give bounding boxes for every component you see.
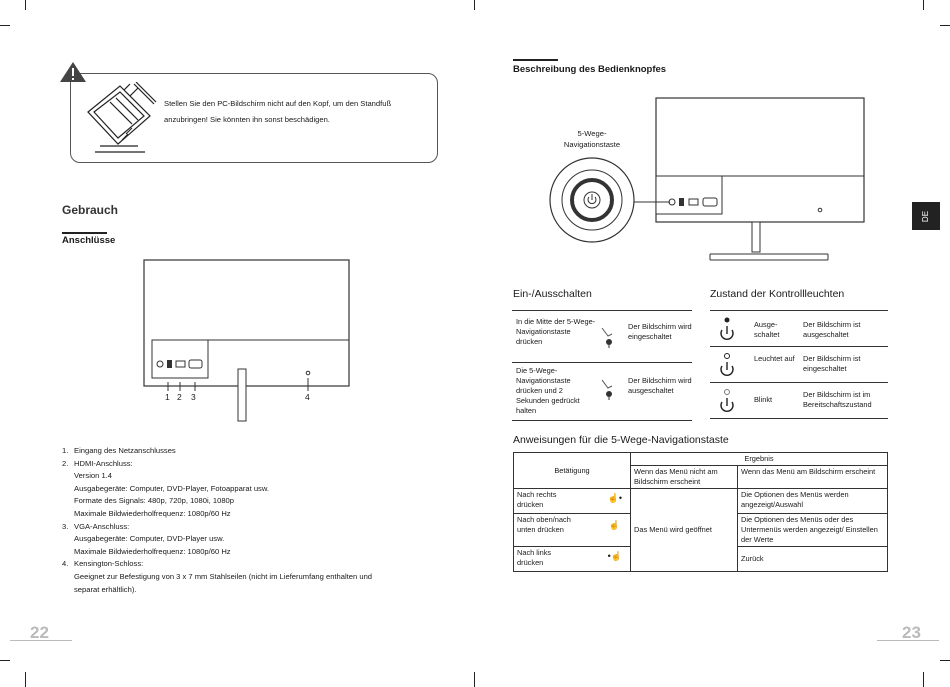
- list-item: 3. VGA-Anschluss:: [62, 521, 130, 531]
- list-detail: Maximale Bildwiederholfrequenz: 1080p/60 Hz: [74, 508, 231, 518]
- list-detail: Ausgabegeräte: Computer, DVD-Player usw.: [74, 534, 225, 544]
- warning-icon: [58, 60, 88, 84]
- subheading: Anschlüsse: [62, 235, 116, 246]
- header-action: Betätigung: [514, 453, 631, 489]
- instructions-title: Anweisungen für die 5-Wege-Navigationstaste: [513, 434, 729, 446]
- crop-mark: [474, 672, 475, 687]
- crop-mark: [923, 0, 924, 10]
- indicator-state: Leuchtet auf: [754, 354, 795, 363]
- onoff-action: In die Mitte der 5-Wege-Navigationstaste drücken: [516, 317, 596, 346]
- power-led-on-icon: [718, 353, 736, 379]
- indicator-state: Ausge-schaltet: [754, 320, 780, 339]
- port-label: 1: [165, 392, 170, 402]
- row-result: Die Optionen des Menüs werden angezeigt/Auswahl: [738, 489, 888, 514]
- onoff-result: Der Bildschirm wird eingeschaltet: [628, 322, 692, 341]
- crop-mark: [25, 0, 26, 10]
- list-item: 2. HDMI-Anschluss:: [62, 458, 133, 468]
- header-menu-on: Wenn das Menü am Bildschirm erscheint: [738, 466, 888, 489]
- control-knob-illustration: [540, 94, 870, 264]
- table-border: [512, 310, 692, 311]
- crop-mark: [923, 672, 924, 687]
- row-action: Nach rechts drücken: [517, 490, 557, 509]
- header-menu-off: Wenn das Menü nicht am Bildschirm erscheint: [631, 466, 738, 489]
- list-detail: Maximale Bildwiederholfrequenz: 1080p/60 Hz: [74, 546, 231, 556]
- indicator-row: [710, 347, 888, 383]
- indicator-meaning: Der Bildschirm ist im Bereitschaftszustand: [803, 390, 872, 409]
- list-detail: Formate des Signals: 480p, 720p, 1080i, 1080p: [74, 496, 235, 506]
- indicator-row: [710, 383, 888, 419]
- press-left-icon: •☝: [607, 551, 622, 561]
- table-border: [512, 420, 692, 421]
- list-detail: Ausgabegeräte: Computer, DVD-Player, Fotoapparat usw.: [74, 483, 270, 493]
- indicator-row: [710, 311, 888, 347]
- page-number: 23: [902, 623, 921, 642]
- crop-mark: [474, 0, 475, 10]
- heading-rule: [513, 59, 558, 61]
- power-led-off-icon: [718, 317, 736, 343]
- crop-mark: [0, 25, 10, 26]
- page-number: 22: [30, 623, 49, 642]
- row-action: Nach links drücken: [517, 548, 552, 567]
- merged-result: Das Menü wird geöffnet: [631, 489, 738, 572]
- knob-label: 5-Wege- Navigationstaste: [563, 129, 621, 149]
- finger-press-icon: [598, 324, 618, 350]
- indicator-title: Zustand der Kontrollleuchten: [710, 288, 845, 300]
- port-label: 3: [191, 392, 196, 402]
- row-result: Zurück: [738, 547, 888, 572]
- power-led-blink-icon: [718, 389, 736, 415]
- language-tab: DE: [912, 202, 940, 230]
- table-row: [514, 489, 888, 514]
- crop-mark: [25, 672, 26, 687]
- list-detail: Version 1.4: [74, 471, 112, 481]
- list-detail: Geeignet zur Befestigung von 3 x 7 mm Stahlseilen (nicht im Lieferumfang enthalten und: [74, 571, 373, 581]
- onoff-action: Die 5-Wege-Navigationstaste drücken und 2 Sekunden gedrückt halten: [516, 366, 580, 415]
- row-action: Nach oben/nach unten drücken: [517, 515, 571, 534]
- press-right-icon: ☝•: [607, 493, 622, 503]
- heading-rule: [62, 232, 107, 234]
- navigation-table: [513, 452, 888, 572]
- section-heading: Gebrauch: [62, 203, 119, 217]
- upside-down-monitor-illustration: [80, 82, 160, 154]
- crop-mark: [0, 660, 10, 661]
- monitor-rear-illustration: [140, 256, 355, 426]
- onoff-title: Ein-/Ausschalten: [513, 288, 592, 300]
- indicator-meaning: Der Bildschirm ist eingeschaltet: [803, 354, 861, 373]
- onoff-result: Der Bildschirm wird ausgeschaltet: [628, 376, 692, 395]
- press-up-down-icon: ☝: [608, 520, 620, 530]
- list-item: 4. Kensington-Schloss:: [62, 559, 144, 569]
- crop-mark: [940, 660, 950, 661]
- table-border: [512, 362, 692, 363]
- port-label: 4: [305, 392, 310, 402]
- row-result: Die Optionen des Menüs oder des Untermenüs werden angezeigt/ Einstellen der Werte: [738, 514, 888, 547]
- connector-list: [62, 445, 442, 596]
- warning-text: Stellen Sie den PC-Bildschirm nicht auf den Kopf, um den Standfuß anzubringen! Sie könnten ihn sonst beschädigen.: [164, 99, 392, 124]
- knob-heading: Beschreibung des Bedienknopfes: [513, 64, 667, 75]
- port-label: 2: [177, 392, 182, 402]
- header-result: Ergebnis: [631, 453, 888, 466]
- list-item: 1. Eingang des Netzanschlusses: [62, 446, 176, 455]
- indicator-state: Blinkt: [754, 395, 773, 404]
- crop-mark: [940, 25, 950, 26]
- indicator-meaning: Der Bildschirm ist ausgeschaltet: [803, 320, 861, 339]
- finger-hold-icon: [598, 376, 618, 402]
- list-detail: separat erhältlich).: [74, 584, 137, 594]
